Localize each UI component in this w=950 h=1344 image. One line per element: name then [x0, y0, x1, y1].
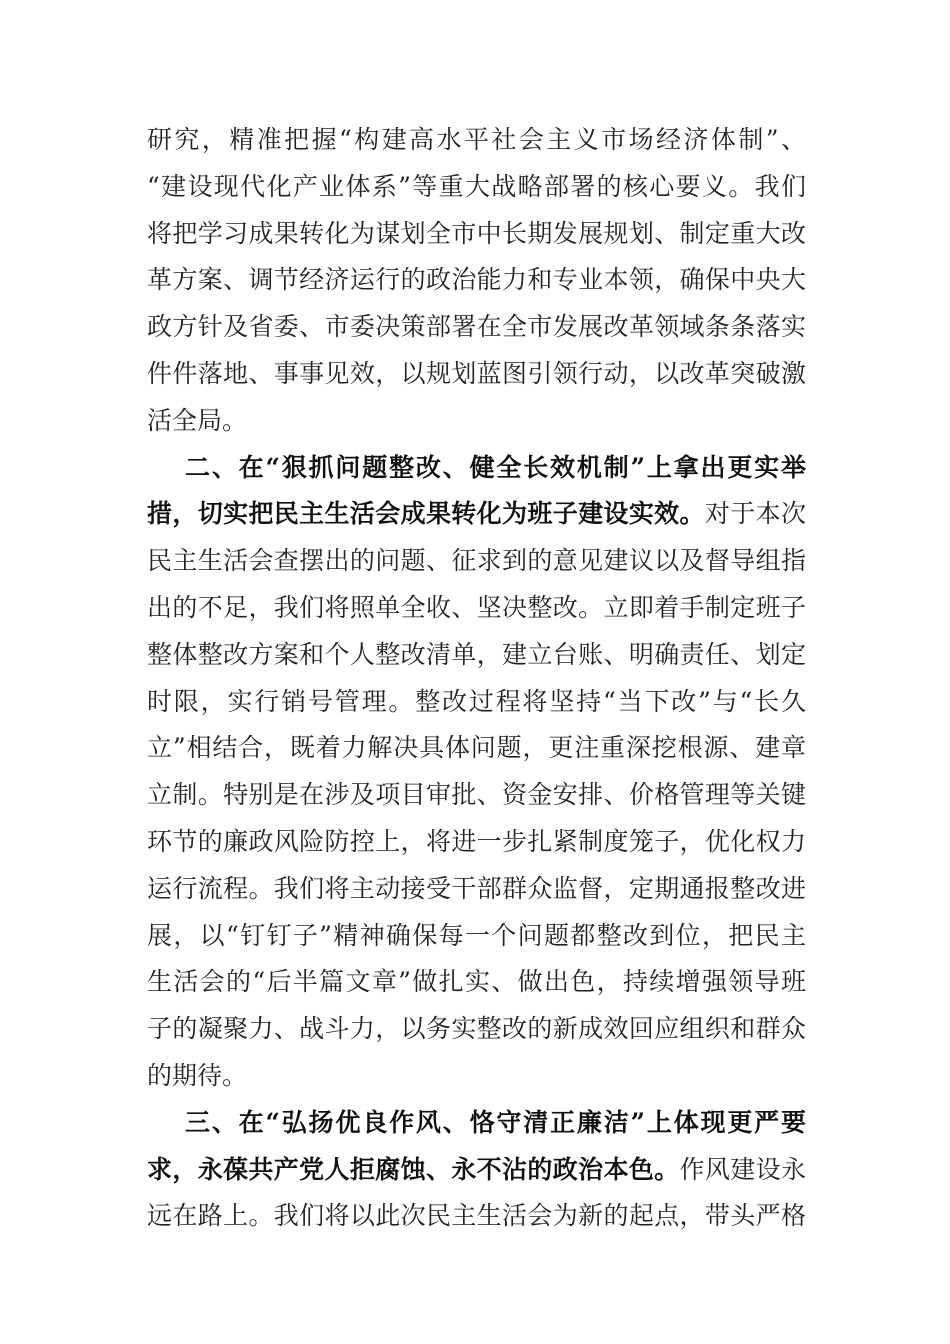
body-text: 立”相结合，既着力解决具体问题，更注重深挖根源、建章: [147, 733, 806, 763]
text-line: [147, 304, 806, 351]
body-text: 环节的廉政风险防控上，将进一步扎紧制度笼子，优化权力: [147, 826, 806, 856]
body-text: 出的不足，我们将照单全收、坚决整改。立即着手制定班子: [147, 592, 806, 622]
text-line: [147, 538, 806, 585]
text-line: [147, 398, 806, 445]
text-line: [147, 445, 806, 492]
text-line: [147, 1006, 806, 1053]
document-page: [147, 117, 806, 1240]
text-line: [147, 679, 806, 726]
body-text: 民主生活会查摆出的问题、征求到的意见建议以及督导组指: [147, 546, 806, 576]
bold-heading-text: 二、在“狠抓问题整改、健全长效机制”上拿出更实举: [185, 452, 806, 482]
text-line: [147, 632, 806, 679]
body-text: 革方案、调节经济运行的政治能力和专业本领，确保中央大: [147, 265, 806, 295]
text-line: [147, 866, 806, 913]
text-line: [147, 351, 806, 398]
body-text: 作风建设永: [679, 1154, 806, 1184]
body-text: 时限，实行销号管理。整改过程将坚持“当下改”与“长久: [147, 686, 806, 716]
text-line: [147, 211, 806, 258]
text-line: [147, 819, 806, 866]
body-text: 政方针及省委、市委决策部署在全市发展改革领域条条落实: [147, 312, 806, 342]
body-text: 活全局。: [147, 405, 248, 435]
body-text: 将把学习成果转化为谋划全市中长期发展规划、制定重大改: [147, 218, 806, 248]
bold-heading-text: 三、在“弘扬优良作风、恪守清正廉洁”上体现更严要: [185, 1107, 806, 1137]
text-line: [147, 491, 806, 538]
body-text: 生活会的“后半篇文章”做扎实、做出色，持续增强领导班: [147, 967, 806, 997]
body-text: 立制。特别是在涉及项目审批、资金安排、价格管理等关键: [147, 780, 806, 810]
body-text: 远在路上。我们将以此次民主生活会为新的起点，带头严格: [147, 1201, 806, 1231]
body-text: 的期待。: [147, 1060, 248, 1090]
text-line: [147, 959, 806, 1006]
text-line: [147, 1193, 806, 1240]
text-line: [147, 117, 806, 164]
bold-heading-text: 求，永葆共产党人拒腐蚀、永不沾的政治本色。: [147, 1154, 680, 1184]
bold-heading-text: 措，切实把民主生活会成果转化为班子建设实效。: [147, 499, 705, 529]
text-line: [147, 257, 806, 304]
body-text: 对于本次: [704, 499, 806, 529]
text-line: [147, 164, 806, 211]
body-text: 展，以“钉钉子”精神确保每一个问题都整改到位，把民主: [147, 920, 806, 950]
body-text: 子的凝聚力、战斗力，以务实整改的新成效回应组织和群众: [147, 1014, 806, 1044]
text-line: [147, 1100, 806, 1147]
text-line: [147, 1147, 806, 1194]
text-line: [147, 913, 806, 960]
body-text: 研究，精准把握“构建高水平社会主义市场经济体制”、: [147, 125, 806, 154]
body-text: 运行流程。我们将主动接受干部群众监督，定期通报整改进: [147, 873, 806, 903]
text-line: [147, 725, 806, 772]
body-text: “建设现代化产业体系”等重大战略部署的核心要义。我们: [147, 171, 806, 201]
text-line: [147, 772, 806, 819]
body-text: 件件落地、事事见效，以规划蓝图引领行动，以改革突破激: [147, 358, 806, 388]
text-line: [147, 585, 806, 632]
text-line: [147, 1053, 806, 1100]
body-text: 整体整改方案和个人整改清单，建立台账、明确责任、划定: [147, 639, 806, 669]
